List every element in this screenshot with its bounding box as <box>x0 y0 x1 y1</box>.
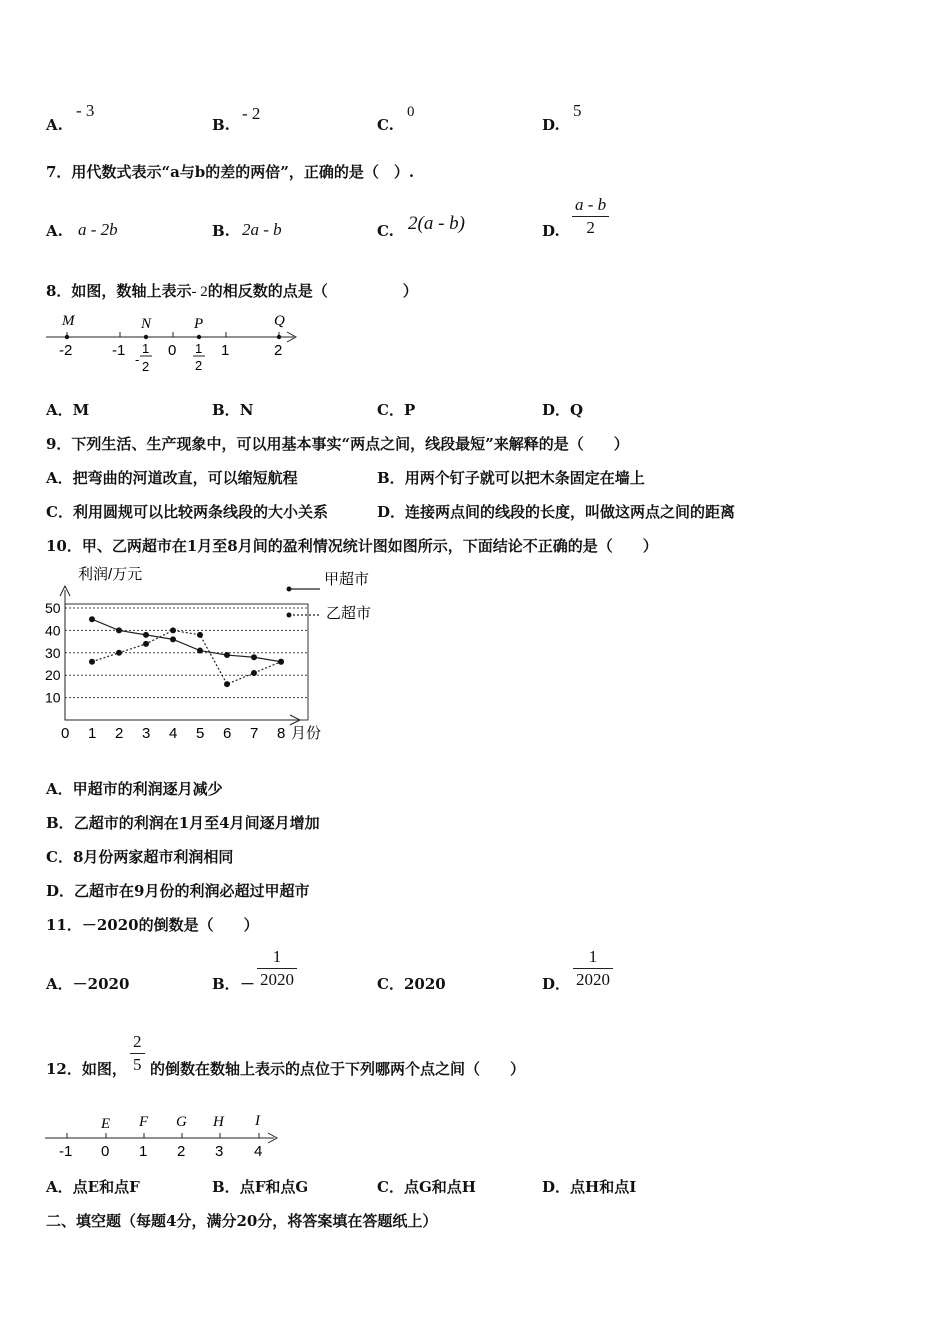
q8-tick-label: 2 <box>274 342 283 359</box>
chart-x-tick-label: 7 <box>250 725 259 742</box>
q8-option-b-text: N <box>239 401 254 419</box>
q8-option-d-text: Q <box>570 401 584 419</box>
chart-x-tick-label: 1 <box>88 725 97 742</box>
q11-option-d-letter: D． <box>542 975 571 993</box>
q6-option-b-value: - 2 <box>242 104 261 123</box>
q8-option-c-text: P <box>403 401 416 419</box>
q11-option-d-fraction <box>573 946 613 991</box>
chart-y-axis-label: 利润/万元 <box>78 566 143 583</box>
q12-option-d-letter: D． <box>542 1178 571 1196</box>
q11-option-a-text: －2020 <box>72 975 130 993</box>
q11-option-c <box>377 973 446 994</box>
chart-point-jia <box>224 652 230 658</box>
q8-option-a-text: M <box>72 401 90 419</box>
q10-stem: 10．甲、乙两超市在1月至8月间的盈利情况统计图如图所示，下面结论不正确的是（ ） <box>46 537 658 555</box>
chart-point-yi <box>197 632 203 638</box>
q7-option-b-letter: B. <box>212 222 230 240</box>
q7-option-a-letter: A. <box>46 222 63 240</box>
q9-option-d-letter: D． <box>377 503 406 521</box>
chart-x-tick-label: 0 <box>61 725 70 742</box>
q10-option-d-text: 乙超市在9月份的利润必超过甲超市 <box>74 882 310 900</box>
q8-point-p-label: P <box>194 316 204 332</box>
q8-option-c <box>377 399 415 420</box>
q10-option-a-text: 甲超市的利润逐月减少 <box>72 780 223 798</box>
q12-option-d-text: 点H和点I <box>570 1178 637 1196</box>
q12-stem-prefix: 12．如图， <box>46 1060 127 1078</box>
q8-half-numerator: 1 <box>195 341 203 356</box>
q10-option-c <box>46 846 233 867</box>
q7-stem: 7．用代数式表示“a与b的差的两倍”，正确的是（ ）. <box>46 163 415 181</box>
chart-plot-frame <box>65 604 308 720</box>
q9-option-b-text: 用两个钉子就可以把木条固定在墙上 <box>404 469 645 487</box>
q11-option-b-sign: － <box>240 975 256 993</box>
q9-option-a <box>46 467 298 488</box>
q12-point-g-label: G <box>176 1114 187 1130</box>
q9-option-c-letter: C． <box>46 503 73 521</box>
chart-x-tick-label: 4 <box>169 725 178 742</box>
section-2-title: 二、填空题（每题4分，满分20分，将答案填在答题纸上） <box>46 1212 438 1230</box>
q12-point-h-label: H <box>213 1114 224 1130</box>
q12-option-b-letter: B． <box>212 1178 240 1196</box>
q12-option-a <box>46 1176 140 1197</box>
q11-option-d-numerator: 1 <box>573 946 613 969</box>
q8-neg-half-sign: - <box>135 352 140 367</box>
q10-option-b-letter: B． <box>46 814 74 832</box>
q12-option-b <box>212 1176 308 1197</box>
q11-option-c-text: 2020 <box>403 975 446 993</box>
q11-option-b-numerator: 1 <box>257 946 297 969</box>
chart-y-tick-label: 50 <box>45 600 61 616</box>
q11-option-a-letter: A． <box>46 975 73 993</box>
chart-point-jia <box>143 632 149 638</box>
q11-option-a <box>46 973 129 994</box>
q8-option-a-letter: A． <box>46 401 73 419</box>
q12-stem-suffix: 的倒数在数轴上表示的点位于下列哪两个点之间（ ） <box>150 1060 526 1078</box>
q8-tick-label: -2 <box>59 342 73 359</box>
q8-stem-suffix: 的相反数的点是（ ） <box>207 282 418 300</box>
q6-option-d-value: 5 <box>573 101 582 120</box>
chart-point-jia <box>89 616 95 622</box>
q12-tick-label: 4 <box>254 1143 263 1160</box>
q8-point-n-label: N <box>141 316 152 332</box>
chart-point-yi <box>278 659 284 665</box>
chart-y-tick-label: 40 <box>45 622 61 639</box>
chart-gridlines <box>65 608 308 698</box>
q8-point-q-dot <box>277 335 281 339</box>
q10-option-d <box>46 880 309 901</box>
q8-tick-label: 0 <box>168 342 177 359</box>
chart-point-jia <box>116 627 122 633</box>
q12-option-a-text: 点E和点F <box>72 1178 140 1196</box>
chart-x-tick-label: 6 <box>223 725 232 742</box>
q10-option-d-letter: D． <box>46 882 75 900</box>
q9-option-a-text: 把弯曲的河道改直，可以缩短航程 <box>72 469 298 487</box>
chart-x-tick-label: 8 <box>277 725 286 742</box>
q11-option-b-letter: B． <box>212 975 240 993</box>
q8-point-p-dot <box>197 335 201 339</box>
q7-option-c-letter: C. <box>377 222 394 240</box>
q7-option-d-fraction <box>572 194 609 239</box>
chart-x-tick-label: 3 <box>142 725 151 742</box>
q7-option-a-expr: a - 2b <box>78 220 118 239</box>
q12-tick-label: 0 <box>101 1143 110 1160</box>
chart-point-yi <box>116 650 122 656</box>
chart-point-jia <box>251 654 257 660</box>
q8-option-a <box>46 399 89 420</box>
q7-option-c-expr: 2(a - b) <box>408 213 465 234</box>
q8-tick-label: -1 <box>112 342 126 359</box>
q12-point-f-label: F <box>139 1114 149 1130</box>
q8-neg-half-denominator: 2 <box>142 359 150 374</box>
legend-jia-label: 甲超市 <box>324 571 370 588</box>
chart-point-yi <box>143 641 149 647</box>
chart-point-jia <box>170 636 176 642</box>
q6-option-c-letter: C. <box>377 116 394 134</box>
chart-x-axis-label: 月份 <box>291 725 322 742</box>
q6-option-b-letter: B. <box>212 116 230 134</box>
chart-x-tick-label: 2 <box>115 725 124 742</box>
q7-option-d-denominator: 2 <box>586 218 595 237</box>
q8-point-m-dot <box>65 335 69 339</box>
q9-option-c-text: 利用圆规可以比较两条线段的大小关系 <box>72 503 328 521</box>
q12-option-c-text: 点G和点H <box>403 1178 476 1196</box>
q6-option-d-letter: D. <box>542 116 560 134</box>
q12-tick-label: 1 <box>139 1143 148 1160</box>
q12-point-i-label: I <box>255 1113 260 1129</box>
q9-option-d <box>377 501 735 522</box>
q9-option-c <box>46 501 328 522</box>
chart-point-yi <box>224 681 230 687</box>
q10-option-b <box>46 812 320 833</box>
legend-yi-label: 乙超市 <box>326 605 372 622</box>
chart-point-yi <box>251 670 257 676</box>
q12-option-c <box>377 1176 476 1197</box>
q8-tick-label: 1 <box>221 342 230 359</box>
q9-option-b-letter: B． <box>377 469 405 487</box>
q10-option-c-letter: C． <box>46 848 73 866</box>
q11-option-d-denominator: 2020 <box>576 970 610 989</box>
q8-point-q-label: Q <box>274 313 285 329</box>
q8-option-c-letter: C． <box>377 401 404 419</box>
q8-neg-half-numerator: 1 <box>142 341 150 356</box>
chart-y-tick-label: 20 <box>45 667 61 684</box>
chart-point-yi <box>170 627 176 633</box>
chart-point-yi <box>89 659 95 665</box>
q10-option-a-letter: A． <box>46 780 73 798</box>
q12-tick-label: 2 <box>177 1143 186 1160</box>
q12-tick-label: -1 <box>59 1143 73 1160</box>
q7-option-d-numerator: a - b <box>572 194 609 217</box>
q11-option-c-letter: C． <box>377 975 404 993</box>
q12-fraction-denominator: 5 <box>133 1055 142 1074</box>
q8-point-n-dot <box>144 335 148 339</box>
q11-option-b-denominator: 2020 <box>260 970 294 989</box>
chart-x-tick-label: 5 <box>196 725 205 742</box>
q12-number-line <box>40 1106 290 1166</box>
q8-number-line <box>40 306 310 378</box>
q8-option-d <box>542 399 583 420</box>
q12-point-e-label: E <box>101 1116 111 1132</box>
chart-y-tick-labels <box>45 600 61 706</box>
q6-option-a-letter: A. <box>46 116 63 134</box>
chart-point-jia <box>197 648 203 654</box>
q8-option-b-letter: B． <box>212 401 240 419</box>
q12-stem-fraction <box>130 1031 145 1076</box>
q8-option-d-letter: D． <box>542 401 571 419</box>
q11-option-b-fraction <box>257 946 297 991</box>
chart-y-tick-label: 10 <box>45 689 61 706</box>
q6-option-c-value: 0 <box>407 104 415 120</box>
q11-stem: 11．－2020的倒数是（ ） <box>46 916 259 934</box>
q8-stem <box>46 280 418 301</box>
q9-option-a-letter: A． <box>46 469 73 487</box>
q9-option-b <box>377 467 645 488</box>
q6-option-a-value: - 3 <box>76 101 95 120</box>
q9-option-d-text: 连接两点间的线段的长度，叫做这两点之间的距离 <box>405 503 736 521</box>
q12-option-d <box>542 1176 636 1197</box>
q8-stem-prefix: 8．如图，数轴上表示 <box>46 282 192 300</box>
q8-half-denominator: 2 <box>195 358 203 373</box>
q9-stem: 9．下列生活、生产现象中，可以用基本事实“两点之间，线段最短”来解释的是（ ） <box>46 435 629 453</box>
q12-tick-label: 3 <box>215 1143 224 1160</box>
q10-option-b-text: 乙超市的利润在1月至4月间逐月增加 <box>73 814 320 832</box>
q10-line-chart <box>40 562 400 752</box>
chart-y-tick-label: 30 <box>45 644 61 661</box>
q10-option-a <box>46 778 223 799</box>
q10-option-c-text: 8月份两家超市利润相同 <box>72 848 234 866</box>
chart-x-tick-labels <box>61 725 285 742</box>
q7-option-b-expr: 2a - b <box>242 220 282 239</box>
q8-option-b <box>212 399 253 420</box>
q7-option-d-letter: D. <box>542 222 560 240</box>
q12-fraction-numerator: 2 <box>130 1031 145 1054</box>
q8-point-m-label: M <box>62 313 75 329</box>
q12-option-b-text: 点F和点G <box>239 1178 309 1196</box>
q8-stem-value: - 2 <box>191 284 208 300</box>
chart-series-group <box>89 616 284 687</box>
q12-option-c-letter: C． <box>377 1178 404 1196</box>
q12-option-a-letter: A． <box>46 1178 73 1196</box>
